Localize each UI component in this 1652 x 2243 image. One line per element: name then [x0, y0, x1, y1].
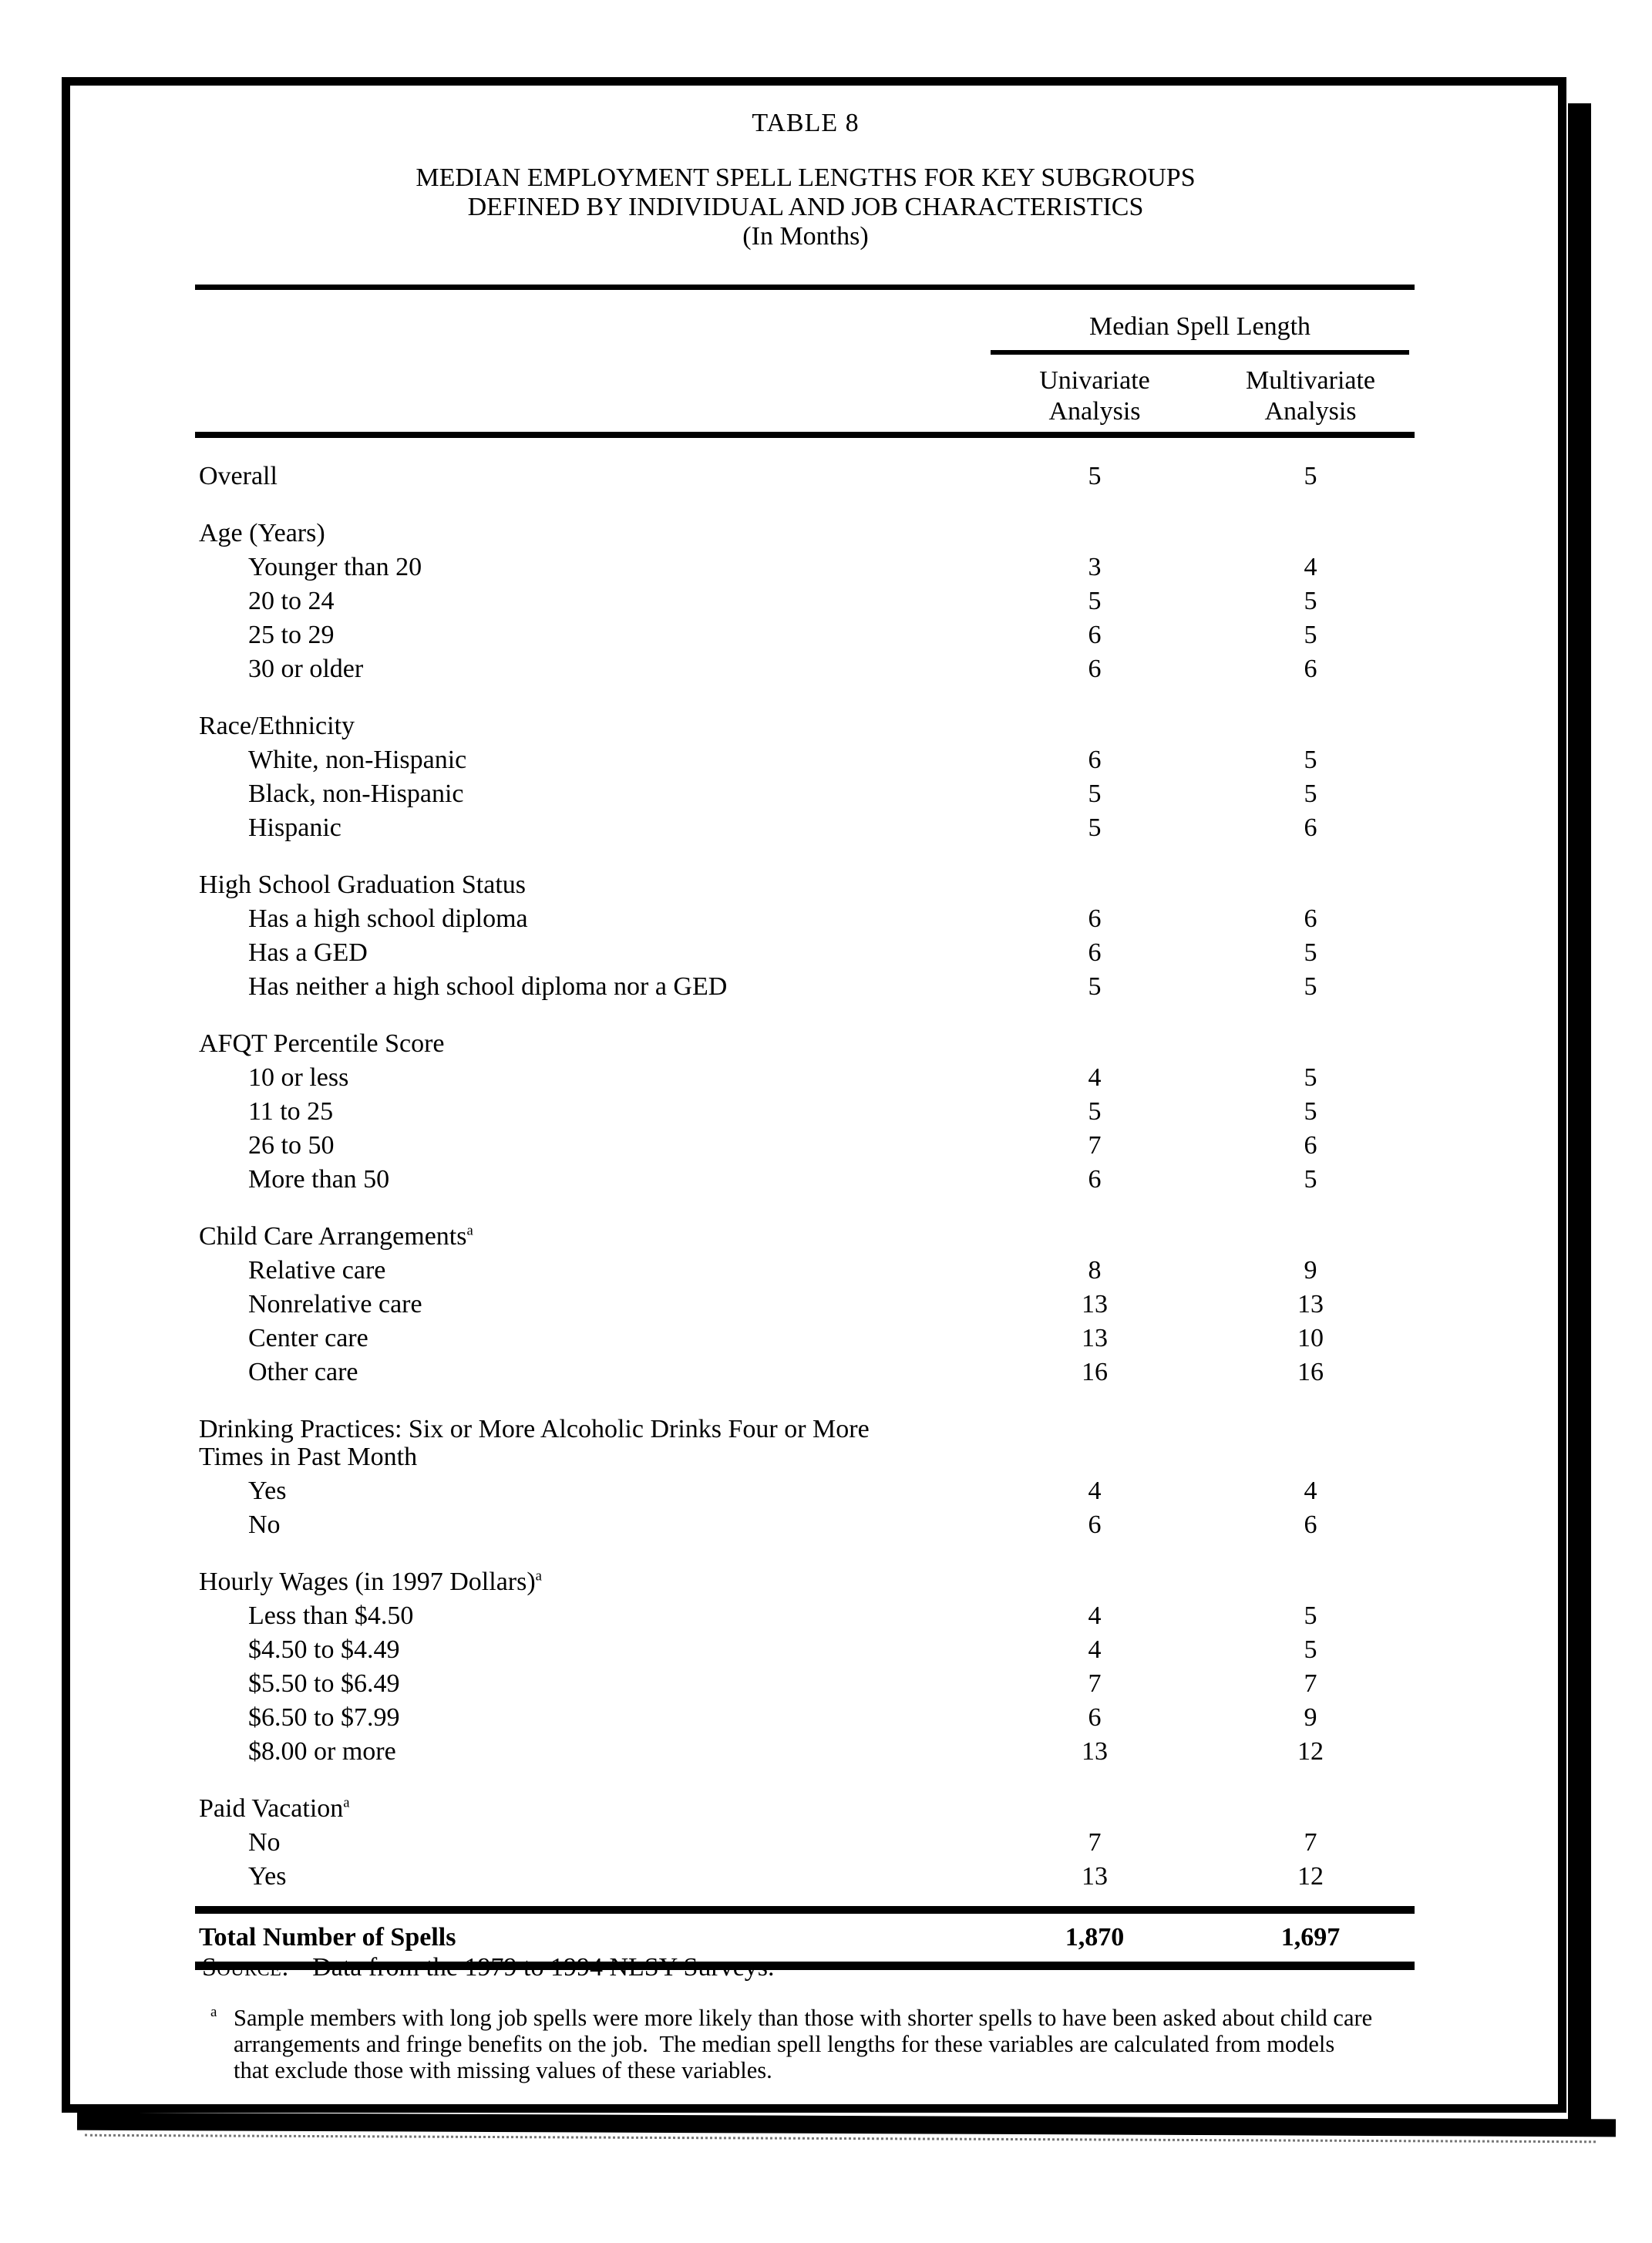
section-label: Drinking Practices: Six or More Alcoholic Drinks Four or More [199, 1415, 870, 1443]
table-row [195, 584, 1415, 618]
footnote-marker: a [210, 2004, 217, 2020]
footnote-line: a Sample members with long job spells were more likely than those with shorter spells to have been asked about child care [206, 2005, 1569, 2031]
column-headers [987, 355, 1418, 427]
multivariate-value: 5 [1304, 1097, 1317, 1126]
multivariate-value: 5 [1304, 1635, 1317, 1664]
univariate-value: 13 [1082, 1737, 1108, 1766]
table-row [195, 1701, 1415, 1735]
multivariate-value: 5 [1304, 938, 1317, 967]
scan-shadow-right [1568, 103, 1591, 2136]
table-row [195, 902, 1415, 936]
table-row [195, 1667, 1415, 1701]
footnote-marker: a [535, 1568, 542, 1585]
table-row [195, 1129, 1415, 1163]
row-label: 25 to 29 [248, 621, 335, 649]
row-label: Younger than 20 [248, 553, 422, 581]
total-univariate-value: 1,870 [1065, 1923, 1125, 1952]
row-label: More than 50 [248, 1165, 390, 1194]
table-title [193, 163, 1418, 251]
multivariate-value: 10 [1297, 1324, 1324, 1352]
spanner-header: Median Spell Length [1088, 312, 1311, 341]
section-label: Race/Ethnicity [199, 712, 355, 740]
footnote-marker: a [466, 1222, 473, 1239]
section-label: Child Care Arrangements$^a$ [199, 1222, 473, 1251]
univariate-value: 4 [1088, 1635, 1102, 1664]
section-header-row [195, 517, 1415, 551]
table-row [195, 1860, 1415, 1894]
row-label: $8.00 or more [248, 1737, 396, 1766]
table-row [195, 1508, 1415, 1542]
row-label: 20 to 24 [248, 587, 335, 615]
univariate-value: 16 [1082, 1358, 1108, 1386]
row-label: Overall [199, 462, 278, 490]
row-label: $6.50 to $7.99 [248, 1703, 400, 1732]
table-row [195, 1826, 1415, 1860]
multivariate-value: 12 [1297, 1737, 1324, 1766]
univariate-value: 6 [1088, 1703, 1102, 1732]
section-header-row [195, 709, 1415, 743]
multivariate-value: 5 [1304, 780, 1317, 808]
multivariate-value: 12 [1297, 1862, 1324, 1891]
univariate-value: 13 [1082, 1324, 1108, 1352]
total-multivariate-value: 1,697 [1280, 1923, 1341, 1952]
univariate-value: 13 [1082, 1290, 1108, 1319]
multivariate-value: 4 [1304, 553, 1317, 581]
univariate-value: 6 [1088, 655, 1102, 683]
section-header-row [195, 1413, 1415, 1474]
footnote-line: that exclude those with missing values of these variables. [234, 2057, 772, 2083]
multivariate-value: 16 [1297, 1358, 1324, 1386]
table-row [195, 1322, 1415, 1356]
row-label: Has a GED [248, 938, 368, 967]
source-note [202, 1952, 775, 1983]
multivariate-value: 6 [1304, 813, 1317, 842]
univariate-value: 13 [1082, 1862, 1108, 1891]
multivariate-value: 7 [1304, 1828, 1317, 1857]
multivariate-value: 9 [1304, 1703, 1317, 1732]
column-header-multivariate [1203, 365, 1418, 427]
row-label: Center care [248, 1324, 368, 1352]
section-label: High School Graduation Status [199, 871, 527, 899]
table-number: TABLE 8 [752, 109, 860, 137]
table-row [195, 460, 1415, 493]
univariate-value: 7 [1088, 1669, 1102, 1698]
univariate-value: 5 [1088, 462, 1102, 490]
row-label: 26 to 50 [248, 1131, 335, 1160]
total-row-label: Total Number of Spells [199, 1923, 456, 1952]
multivariate-value: 5 [1304, 1165, 1317, 1194]
univariate-value: 6 [1088, 1165, 1102, 1194]
table-row [195, 618, 1415, 652]
column-header-univariate-line1: Univariate [1039, 366, 1150, 395]
univariate-value: 4 [1088, 1477, 1102, 1505]
row-label: 10 or less [248, 1063, 349, 1092]
header-bottom-rule [195, 432, 1415, 438]
table-row [195, 1254, 1415, 1288]
row-label: Yes [248, 1477, 287, 1505]
table-title-line-3: (In Months) [742, 222, 869, 251]
multivariate-value: 4 [1304, 1477, 1317, 1505]
table-row [195, 936, 1415, 970]
row-label: Less than $4.50 [248, 1601, 414, 1630]
univariate-value: 5 [1088, 813, 1102, 842]
univariate-value: 6 [1088, 938, 1102, 967]
multivariate-value: 5 [1304, 972, 1317, 1001]
footnote-a [206, 2005, 1569, 2083]
table-row [195, 652, 1415, 686]
univariate-value: 3 [1088, 553, 1102, 581]
section-label: Hourly Wages (in 1997 Dollars)$^a$ [199, 1568, 542, 1596]
row-label: Has neither a high school diploma nor a GED [248, 972, 728, 1001]
table-row [195, 1163, 1415, 1197]
table-row [195, 1356, 1415, 1389]
column-header-univariate-line2: Analysis [1048, 397, 1141, 426]
footnote-marker: a [343, 1794, 350, 1811]
column-header-univariate [987, 365, 1203, 427]
row-label: $5.50 to $6.49 [248, 1669, 400, 1698]
table-row [195, 1061, 1415, 1095]
multivariate-value: 5 [1304, 1063, 1317, 1092]
section-header-row [195, 1565, 1415, 1599]
table-row [195, 777, 1415, 811]
table-title-line-2: DEFINED BY INDIVIDUAL AND JOB CHARACTERISTICS [467, 193, 1144, 221]
section-label: Paid Vacation$^a$ [199, 1794, 350, 1823]
table-row [195, 1474, 1415, 1508]
multivariate-value: 5 [1304, 462, 1317, 490]
row-label: 11 to 25 [248, 1097, 334, 1126]
section-header-row [195, 1220, 1415, 1254]
scan-shadow-bottom [77, 2113, 1616, 2137]
table-row [195, 1633, 1415, 1667]
univariate-value: 4 [1088, 1601, 1102, 1630]
table-title-block [193, 108, 1418, 251]
multivariate-value: 5 [1304, 587, 1317, 615]
footnote-line: arrangements and fringe benefits on the job. The median spell lengths for these variables are calculated from models [234, 2031, 1335, 2057]
table-row [195, 1735, 1415, 1769]
data-table [195, 285, 1415, 1970]
multivariate-value: 6 [1304, 904, 1317, 933]
multivariate-value: 6 [1304, 655, 1317, 683]
row-label: White, non-Hispanic [248, 746, 467, 774]
table-row [195, 551, 1415, 584]
univariate-value: 6 [1088, 904, 1102, 933]
row-label: Relative care [248, 1256, 386, 1285]
table-title-line-1: MEDIAN EMPLOYMENT SPELL LENGTHS FOR KEY SUBGROUPS [416, 163, 1196, 192]
univariate-value: 6 [1088, 1510, 1102, 1539]
row-label: $4.50 to $4.49 [248, 1635, 400, 1664]
section-label-line2: Times in Past Month [199, 1443, 418, 1471]
column-header-multivariate-line2: Analysis [1264, 397, 1357, 426]
row-label: No [248, 1828, 281, 1857]
univariate-value: 5 [1088, 780, 1102, 808]
section-header-row [195, 1027, 1415, 1061]
multivariate-value: 5 [1304, 746, 1317, 774]
table-row [195, 811, 1415, 845]
section-label: Age (Years) [199, 519, 325, 547]
univariate-value: 4 [1088, 1063, 1102, 1092]
multivariate-value: 7 [1304, 1669, 1317, 1698]
univariate-value: 5 [1088, 587, 1102, 615]
table-row [195, 1599, 1415, 1633]
multivariate-value: 13 [1297, 1290, 1324, 1319]
multivariate-value: 6 [1304, 1510, 1317, 1539]
table-row [195, 1095, 1415, 1129]
univariate-value: 6 [1088, 621, 1102, 649]
table-top-rule [195, 285, 1415, 290]
univariate-value: 8 [1088, 1256, 1102, 1285]
row-label: Has a high school diploma [248, 904, 528, 933]
section-header-row [195, 868, 1415, 902]
multivariate-value: 6 [1304, 1131, 1317, 1160]
univariate-value: 7 [1088, 1131, 1102, 1160]
section-header-row [195, 1792, 1415, 1826]
univariate-value: 7 [1088, 1828, 1102, 1857]
row-label: Yes [248, 1862, 287, 1891]
table-row [195, 743, 1415, 777]
row-label: 30 or older [248, 655, 364, 683]
row-label: Black, non-Hispanic [248, 780, 464, 808]
row-label: Hispanic [248, 813, 342, 842]
univariate-value: 5 [1088, 1097, 1102, 1126]
multivariate-value: 5 [1304, 1601, 1317, 1630]
source-label: Source: [202, 1953, 290, 1982]
table-row [195, 1288, 1415, 1322]
table-body [195, 438, 1415, 1894]
multivariate-value: 5 [1304, 621, 1317, 649]
univariate-value: 6 [1088, 746, 1102, 774]
total-top-rule [195, 1906, 1415, 1914]
row-label: No [248, 1510, 281, 1539]
multivariate-value: 9 [1304, 1256, 1317, 1285]
univariate-value: 5 [1088, 972, 1102, 1001]
row-label: Other care [248, 1358, 358, 1386]
section-label: AFQT Percentile Score [199, 1029, 445, 1058]
source-text: Data from the 1979 to 1994 NLSY Surveys. [312, 1953, 775, 1982]
row-label: Nonrelative care [248, 1290, 422, 1319]
column-header-multivariate-line1: Multivariate [1245, 366, 1376, 395]
table-row [195, 970, 1415, 1004]
